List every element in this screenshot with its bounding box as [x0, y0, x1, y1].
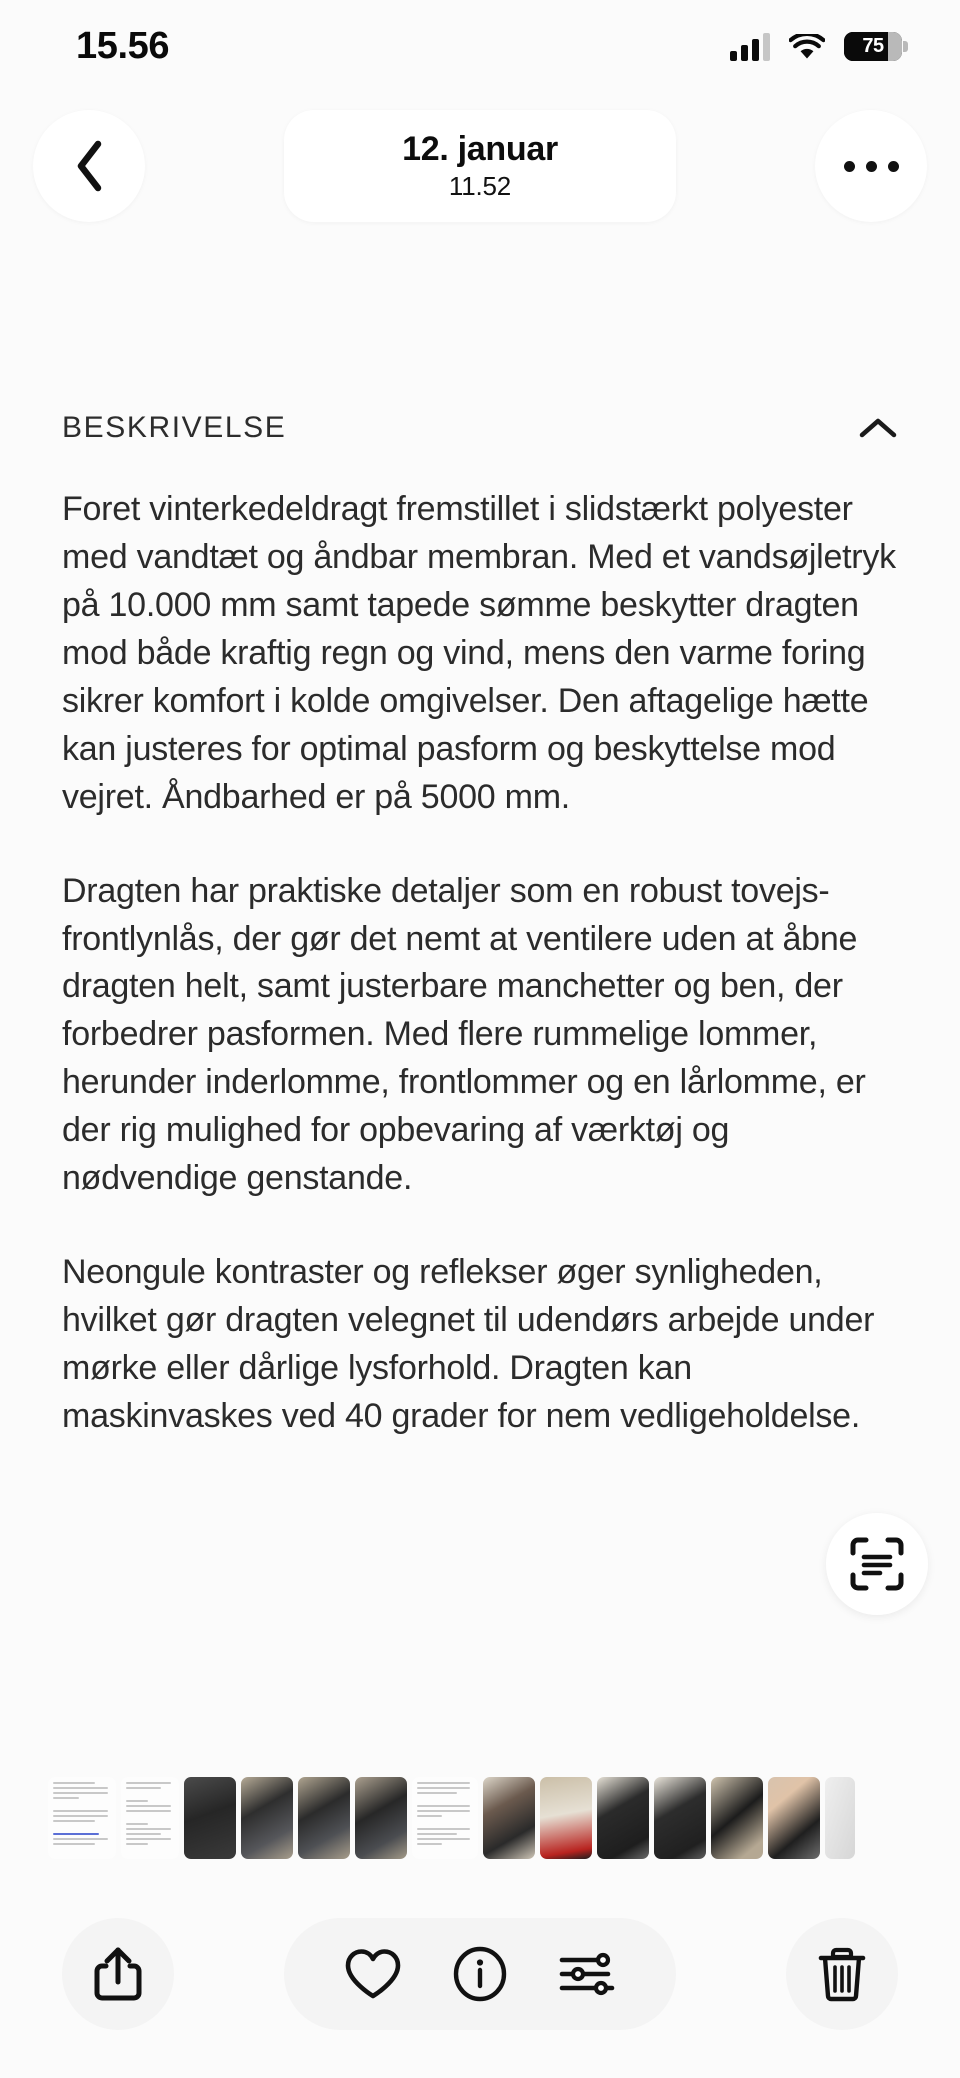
toolbar-actions-pill: [284, 1918, 676, 2030]
favorite-button[interactable]: [340, 1941, 406, 2007]
info-button[interactable]: [447, 1941, 513, 2007]
filmstrip-thumbnail[interactable]: [768, 1777, 820, 1859]
status-bar-indicators: [730, 32, 902, 61]
description-paragraph: Dragten har praktiske detaljer som en robust tovejs-frontlynlås, der gør det nemt at ventilere uden at åbne dragten helt, samt justerbare manchetter og ben, der forbedrer pasformen. Med flere rummelige lommer, herunder inderlomme, frontlommer og en lårlomme, er der rig mulighed for opbevaring af værktøj og nødvendige genstande.: [62, 871, 866, 1198]
adjust-button[interactable]: [554, 1941, 620, 2007]
adjust-sliders-icon: [558, 1949, 616, 1999]
filmstrip-thumbnail[interactable]: [48, 1777, 116, 1859]
trash-icon: [816, 1944, 868, 2004]
filmstrip-thumbnail[interactable]: [825, 1777, 855, 1859]
filmstrip-thumbnail[interactable]: [355, 1777, 407, 1859]
title-pill[interactable]: [284, 110, 676, 222]
delete-button[interactable]: [786, 1918, 898, 2030]
share-icon: [92, 1944, 144, 2004]
back-button[interactable]: [33, 110, 145, 222]
description-paragraph: Foret vinterkedeldragt fremstillet i slidstærkt polyester med vandtæt og åndbar membran. Med et vandsøjletryk på 10.000 mm samt tapede sømme beskytter dragten mod både kraftig regn og vind, mens den varme foring sikrer komfort i kolde omgivelser. Den aftagelige hætte kan justeres for optimal pasform og beskyttelse mod vejret. Åndbarhed er på 5000 mm.: [62, 490, 896, 816]
filmstrip-thumbnail[interactable]: [184, 1777, 236, 1859]
filmstrip-thumbnail[interactable]: [597, 1777, 649, 1859]
description-section: [0, 398, 960, 1441]
wifi-icon: [789, 34, 825, 61]
filmstrip-thumbnail[interactable]: [540, 1777, 592, 1859]
chevron-up-icon[interactable]: [858, 416, 898, 440]
filmstrip-thumbnail[interactable]: [241, 1777, 293, 1859]
info-icon: [452, 1946, 508, 2002]
filmstrip-thumbnail[interactable]: [412, 1777, 478, 1859]
description-section-header[interactable]: [62, 398, 898, 458]
status-bar: [0, 0, 960, 92]
chevron-left-icon: [72, 139, 106, 193]
thumbnail-filmstrip[interactable]: [0, 1772, 960, 1864]
filmstrip-thumbnail[interactable]: [483, 1777, 535, 1859]
bottom-toolbar: [0, 1918, 960, 2030]
more-options-button[interactable]: [815, 110, 927, 222]
filmstrip-thumbnail[interactable]: [654, 1777, 706, 1859]
description-paragraph: Neongule kontraster og reflekser øger synligheden, hvilket gør dragten velegnet til udendørs arbejde under mørke eller dårlige lysforhold. Dragten kan maskinvaskes ved 40 grader for nem vedligeholdelse.: [62, 1253, 875, 1435]
navigation-bar: [0, 110, 960, 222]
battery-icon: [844, 32, 902, 61]
description-body: [62, 486, 898, 1441]
section-title: BESKRIVELSE: [62, 411, 287, 444]
page-title: 12. januar: [402, 129, 558, 168]
page-subtitle-time: 11.52: [448, 171, 512, 202]
cellular-signal-icon: [730, 33, 770, 61]
filmstrip-thumbnail[interactable]: [121, 1777, 179, 1859]
filmstrip-thumbnail[interactable]: [298, 1777, 350, 1859]
live-text-scan-icon: [849, 1536, 905, 1592]
status-bar-time: 15.56: [76, 24, 170, 67]
share-button[interactable]: [62, 1918, 174, 2030]
filmstrip-thumbnail[interactable]: [711, 1777, 763, 1859]
heart-icon: [344, 1947, 402, 2001]
battery-percent-label: 75: [862, 34, 884, 57]
live-text-button[interactable]: [826, 1513, 928, 1615]
more-options-icon: [844, 161, 899, 172]
